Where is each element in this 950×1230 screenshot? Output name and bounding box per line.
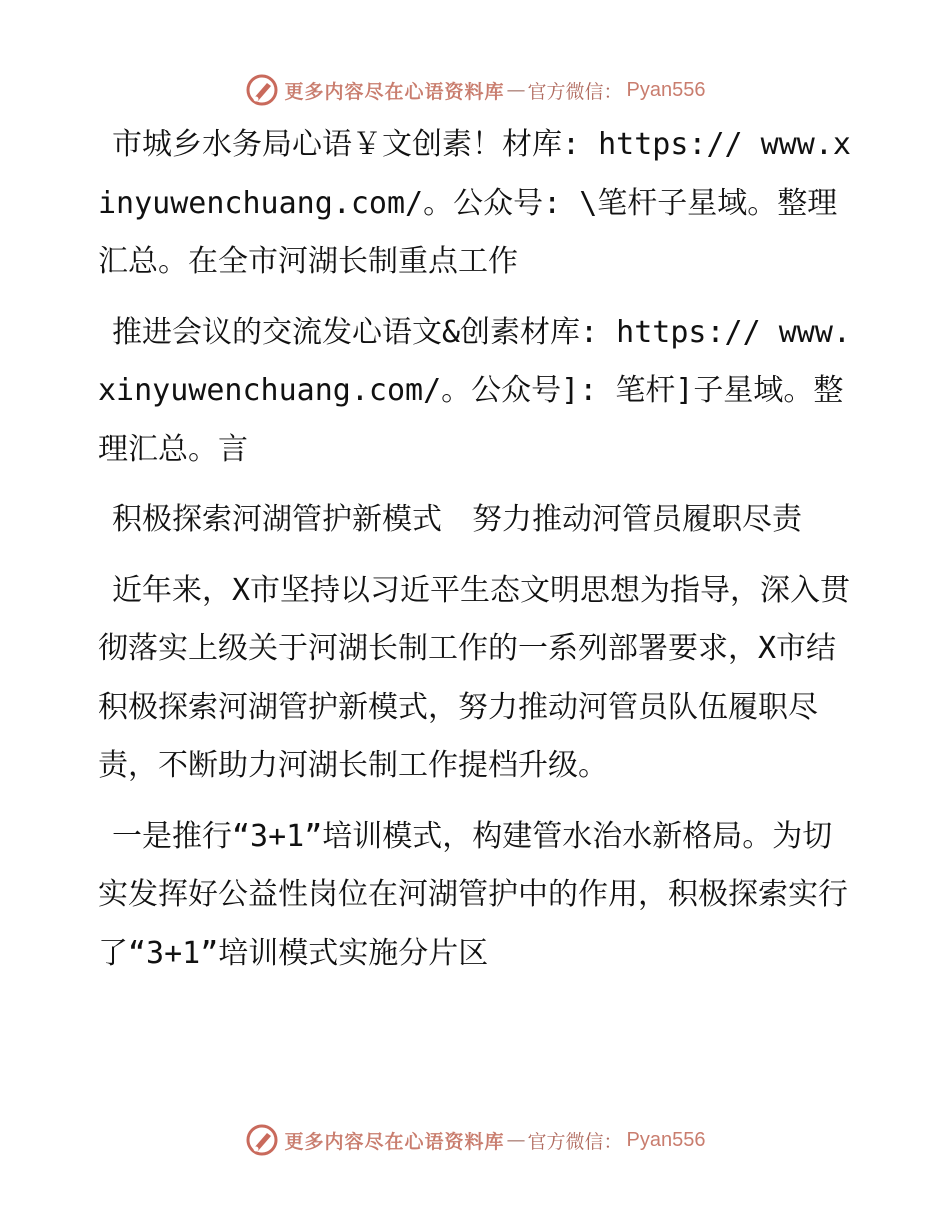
banner-dash: —	[506, 1129, 526, 1151]
banner-wechat-label: 官方微信：	[527, 1130, 623, 1153]
banner-slogan: 更多内容尽在心语资料库	[284, 80, 505, 103]
document-body	[98, 116, 858, 995]
pen-logo-icon	[245, 1123, 279, 1157]
banner-dash: —	[506, 79, 526, 101]
banner-slogan: 更多内容尽在心语资料库	[284, 1130, 505, 1153]
header-banner	[0, 70, 950, 110]
paragraph-title: 积极探索河湖管护新模式 努力推动河管员履职尽责	[112, 502, 802, 537]
footer-banner	[0, 1120, 950, 1160]
banner-wechat-id: Pyan556	[626, 1128, 706, 1151]
paragraph-point-one: 一是推行“3+1”培训模式，构建管水治水新格局。为切实发挥好公益性岗位在河湖管护中的作用，积极探索实行了“3+1”培训模式实施分片区	[98, 818, 848, 971]
paragraph-1: 市城乡水务局心语￥文创素！材库: https:// www.xinyuwenchuang.com/。公众号: \笔杆子星域。整理汇总。在全市河湖长制重点工作	[98, 127, 851, 279]
paragraph-2: 推进会议的交流发心语文&创素材库: https:// www.xinyuwenchuang.com/。公众号]: 笔杆]子星域。整理汇总。言	[98, 314, 851, 467]
pen-logo-icon	[245, 73, 279, 107]
banner-wechat-id: Pyan556	[626, 78, 706, 101]
paragraph-intro: 近年来，X市坚持以习近平生态文明思想为指导，深入贯彻落实上级关于河湖长制工作的一系列部署要求，X市结积极探索河湖管护新模式，努力推动河管员队伍履职尽责，不断助力河湖长制工作提档升级。	[98, 572, 851, 783]
banner-wechat-label: 官方微信：	[527, 80, 623, 103]
